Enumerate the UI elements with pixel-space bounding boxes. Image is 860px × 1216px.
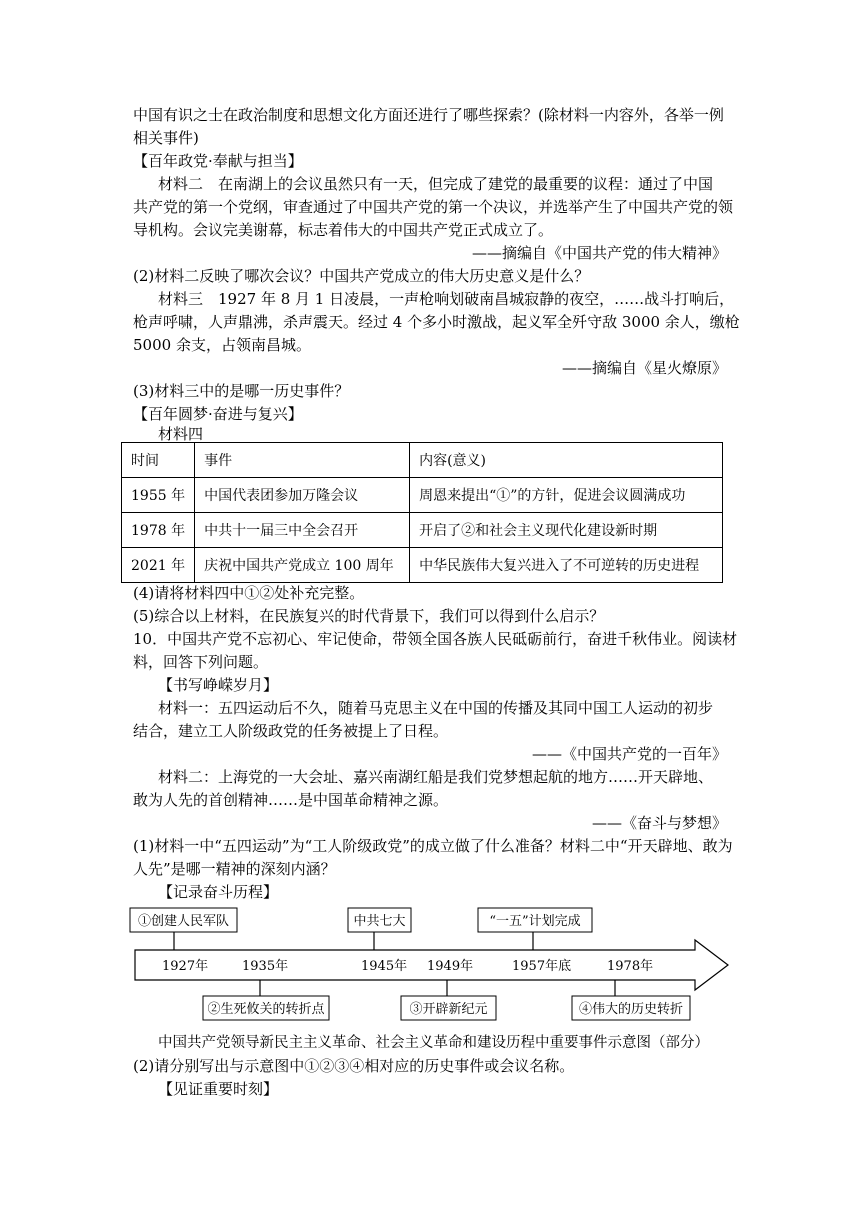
question-text: (1)材料一中“五四运动”为“工人阶级政党”的成立做了什么准备？材料二中“开天辟地、敢为: [133, 837, 733, 855]
material-text: 材料一：五四运动后不久，随着马克思主义在中国的传播及其同中国工人运动的初步: [158, 699, 714, 717]
table-cell: 1978 年: [122, 513, 195, 548]
top-box-label: 中共七大: [353, 914, 406, 929]
table-cell: 中国代表团参加万隆会议: [195, 478, 410, 513]
table-header-cell: 事件: [195, 443, 410, 478]
top-box-label: “一五”计划完成: [489, 914, 581, 929]
material-text: 敢为人先的首创精神……是中国革命精神之源。: [133, 791, 449, 809]
question-4: (4)请将材料四中①②处补充完整。: [133, 584, 365, 602]
timeline-year: 1978年: [607, 959, 654, 974]
table-cell: 2021 年: [122, 548, 195, 583]
material-4-label: 材料四: [158, 425, 204, 443]
table-cell: 开启了②和社会主义现代化建设新时期: [410, 513, 723, 548]
material-text: 材料三 1927 年 8 月 1 日凌晨，一声枪响划破南昌城寂静的夜空，……战斗打响后，: [158, 290, 735, 308]
question-text: 中国有识之士在政治制度和思想文化方面还进行了哪些探索？(除材料一内容外，各举一例: [133, 106, 724, 124]
question-2: (2)材料二反映了哪次会议？中国共产党成立的伟大历史意义是什么？: [133, 267, 590, 285]
table-cell: 1955 年: [122, 478, 195, 513]
material-text: 共产党的第一个党纲，审查通过了中国共产党的第一个决议，并选举产生了中国共产党的领: [133, 198, 734, 216]
material-text: 材料二 在南湖上的会议虽然只有一天，但完成了建党的最重要的议程：通过了中国: [158, 175, 714, 193]
material-text: 枪声呼啸，人声鼎沸，杀声震天。经过 4 个多小时激战，起义军全歼守敌 3000 余人，缴枪: [133, 313, 740, 331]
material-source: ——摘编自《星火燎原》: [561, 359, 727, 377]
table-header-cell: 时间: [122, 443, 195, 478]
table-cell: 周恩来提出“①”的方针，促进会议圆满成功: [410, 478, 723, 513]
timeline-year: 1949年: [427, 959, 474, 974]
section-heading: 【百年政党·奉献与担当】: [133, 152, 303, 170]
table-row: [122, 513, 723, 548]
material-source: ——《奋斗与梦想》: [591, 814, 727, 832]
timeline-year: 1957年底: [512, 959, 572, 974]
material-text: 结合，建立工人阶级政党的任务被提上了日程。: [133, 722, 449, 740]
material-source: ——《中国共产党的一百年》: [531, 745, 727, 763]
question-text: 相关事件): [133, 129, 199, 147]
bottom-box-label: ③开辟新纪元: [409, 1002, 488, 1017]
top-box-label: ①创建人民军队: [137, 914, 230, 929]
material-source: ——摘编自《中国共产党的伟大精神》: [471, 244, 727, 262]
table-cell: 庆祝中国共产党成立 100 周年: [195, 548, 410, 583]
section-heading: 【见证重要时刻】: [158, 1080, 279, 1098]
section-heading: 【书写峥嵘岁月】: [158, 676, 279, 694]
table-header-cell: 内容(意义): [410, 443, 723, 478]
question-5: (5)综合以上材料，在民族复兴的时代背景下，我们可以得到什么启示？: [133, 607, 605, 625]
bottom-box-label: ④伟大的历史转折: [578, 1002, 684, 1017]
table-header-row: [122, 443, 723, 478]
question-text: 10．中国共产党不忘初心、牢记使命，带领全国各族人民砥砺前行，奋进千秋伟业。阅读材: [133, 630, 738, 648]
section-heading: 【记录奋斗历程】: [158, 883, 279, 901]
table-row: [122, 548, 723, 583]
section-heading: 【百年圆梦·奋进与复兴】: [133, 405, 303, 423]
material-text: 导机构。会议完美谢幕，标志着伟大的中国共产党正式成立了。: [133, 221, 554, 239]
question-text: 料，回答下列问题。: [133, 653, 269, 671]
material-4-table: [121, 442, 723, 583]
table-cell: 中华民族伟大复兴进入了不可逆转的历史进程: [410, 548, 723, 583]
question-3: (3)材料三中的是哪一历史事件？: [133, 382, 350, 400]
timeline-caption: 中国共产党领导新民主主义革命、社会主义革命和建设历程中重要事件示意图（部分）: [158, 1035, 709, 1051]
timeline-diagram: [125, 902, 735, 1024]
question-10-2: (2)请分别写出与示意图中①②③④相对应的历史事件或会议名称。: [133, 1057, 575, 1075]
question-text: 人先”是哪一精神的深刻内涵？: [133, 860, 336, 878]
material-text: 5000 余支，占领南昌城。: [133, 336, 311, 354]
table-row: [122, 478, 723, 513]
timeline-year: 1935年: [242, 959, 289, 974]
bottom-box-label: ②生死攸关的转折点: [207, 1002, 325, 1017]
table-cell: 中共十一届三中全会召开: [195, 513, 410, 548]
material-text: 材料二：上海党的一大会址、嘉兴南湖红船是我们党梦想起航的地方……开天辟地、: [158, 768, 714, 786]
timeline-year: 1927年: [162, 959, 209, 974]
timeline-year: 1945年: [361, 959, 408, 974]
